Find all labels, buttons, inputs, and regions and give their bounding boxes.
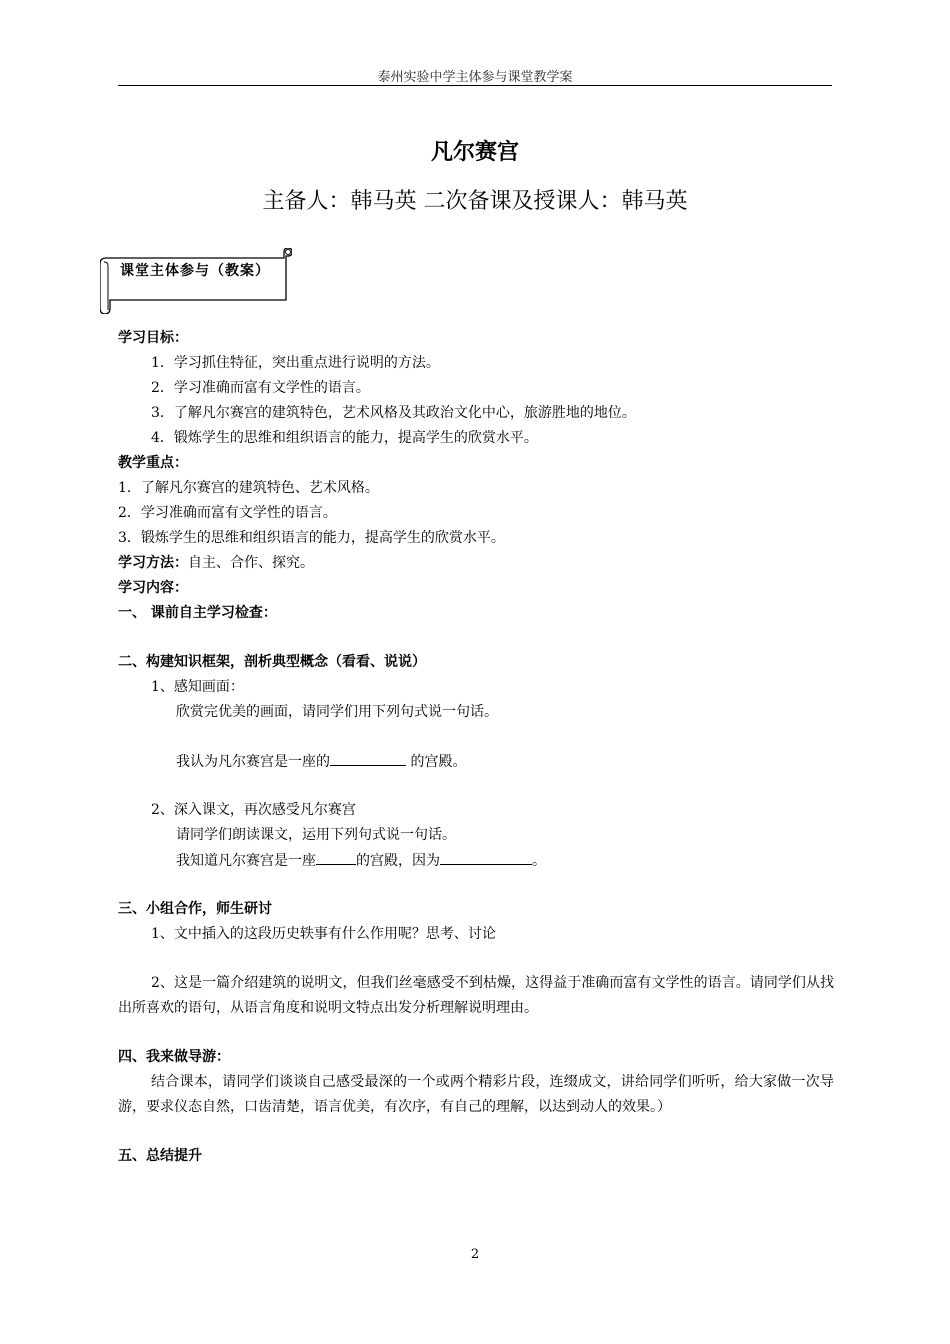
- focus-item-2: 2．学习准确而富有文学性的语言。: [118, 505, 337, 521]
- content-heading: 学习内容：: [118, 580, 188, 596]
- section-5-heading: 五、总结提升: [118, 1148, 202, 1164]
- page-header: 泰州实验中学主体参与课堂教学案: [377, 70, 573, 85]
- lesson-content: [118, 326, 834, 1169]
- section-1-heading: 一、 课前自主学习检查：: [118, 605, 277, 621]
- section-2-item-1-text: 欣赏完优美的画面，请同学们用下列句式说一句话。: [176, 704, 498, 720]
- blank-2[interactable]: [316, 848, 356, 865]
- document-title: 凡尔赛宫: [430, 140, 519, 165]
- section-3-item-1: 1、文中插入的这段历史轶事有什么作用呢？思考、讨论: [151, 926, 496, 942]
- objective-item-2: 2．学习准确而富有文学性的语言。: [151, 380, 370, 396]
- page-number: 2: [470, 1247, 480, 1262]
- blank-1[interactable]: [330, 749, 406, 766]
- section-3-item-2: 2、这是一篇介绍建筑的说明文，但我们丝毫感受不到枯燥，这得益于准确而富有文学性的语言。请同学们从找出所喜欢的语句，从语言角度和说明文特点出发分析理解说明理由。: [118, 975, 834, 1016]
- section-4-heading: 四、我来做导游：: [118, 1049, 230, 1065]
- focus-item-3: 3．锻炼学生的思维和组织语言的能力，提高学生的欣赏水平。: [118, 530, 505, 546]
- scroll-banner: [100, 248, 290, 314]
- objective-item-1: 1．学习抓住特征，突出重点进行说明的方法。: [151, 355, 440, 371]
- section-2-item-2: 2、深入课文，再次感受凡尔赛宫: [151, 802, 356, 818]
- method-label: 学习方法：: [118, 555, 188, 571]
- section-2-heading: 二、构建知识框架，剖析典型概念（看看、说说）: [118, 654, 426, 670]
- document-subtitle: 主备人：韩马英 二次备课及授课人：韩马英: [262, 189, 688, 214]
- section-2-item-2-text: 请同学们朗读课文，运用下列句式说一句话。: [176, 827, 456, 843]
- fill-in-sentence-2: 我知道凡尔赛宫是一座 的宫殿，因为 。: [118, 848, 834, 873]
- section-3-heading: 三、小组合作，师生研讨: [118, 901, 272, 917]
- method-text: 自主、合作、探究。: [188, 555, 314, 571]
- header-rule: [118, 85, 832, 86]
- blank-3[interactable]: [440, 848, 532, 865]
- scroll-shape: [100, 248, 292, 314]
- objective-item-3: 3．了解凡尔赛宫的建筑特色，艺术风格及其政治文化中心，旅游胜地的地位。: [151, 405, 636, 421]
- focus-item-1: 1．了解凡尔赛宫的建筑特色、艺术风格。: [118, 480, 379, 496]
- objectives-heading: 学习目标：: [118, 330, 188, 346]
- method-line: [118, 551, 834, 576]
- focus-heading: 教学重点：: [118, 455, 188, 471]
- scroll-label: 课堂主体参与（教案）: [120, 263, 270, 279]
- section-2-item-1: 1、感知画面：: [151, 679, 244, 695]
- section-4-paragraph: 结合课本，请同学们谈谈自己感受最深的一个或两个精彩片段，连缀成文，讲给同学们听听，给大家做一次导游，要求仪态自然，口齿清楚，语言优美，有次序，有自己的理解，以达到动人的效果。）: [118, 1074, 834, 1115]
- objective-item-4: 4．锻炼学生的思维和组织语言的能力，提高学生的欣赏水平。: [151, 430, 538, 446]
- fill-in-sentence-1: 我认为凡尔赛宫是一座的 的宫殿。: [118, 749, 834, 774]
